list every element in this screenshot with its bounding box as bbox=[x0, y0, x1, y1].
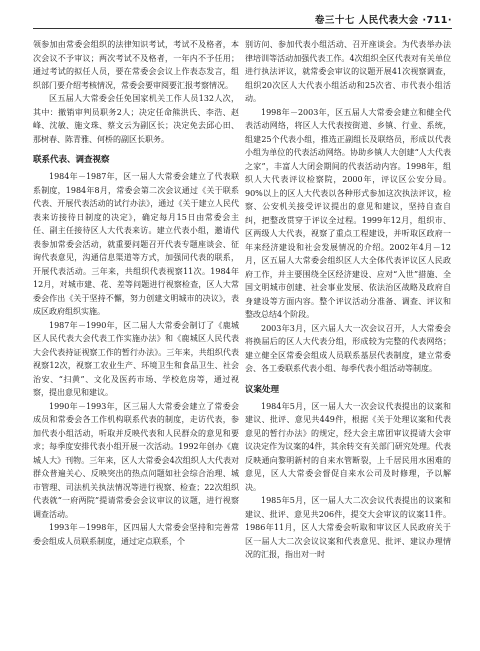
paragraph: 1985年5月，区一届人大二次会议代表提出的议案和建议、批评、意见共206件，提交大会审议的议案11件。1986年11月，区人大常委会听取和审议区人民政府关于区一届人大二次会议议案和代表意见、批评、建议办理情况的汇报，指出对一时 bbox=[245, 496, 451, 559]
left-column bbox=[33, 38, 239, 548]
paragraph: 别访问、参加代表小组活动、召开座谈会。为代表举办法律培训等活动加强代表工作。4次组织全区代表对有关单位进行执法评议，就常委会审议的议题开展41次视察调查，组织20次区人大代表小组活动和25次省、市代表小组活动。 bbox=[245, 40, 451, 103]
section-heading: 联系代表、调查视察 bbox=[33, 155, 110, 165]
paragraph: 领参加由常委会组织的法律知识考试，考试不及格者，本次会议不予审议；两次考试不及格者，一年内不予任用；通过考试的拟任人员，要在常委会会议上作表态发言，组织部门要介绍考核情况，常委会要审阅要汇报考察情况。 bbox=[33, 40, 239, 90]
section-heading: 议案处理 bbox=[245, 384, 280, 395]
paragraph: 1990年－1993年，区三届人大常委会建立了常委会成员和常委会各工作机构联系代表的制度，走访代表，参加代表小组活动，听取并反映代表和人民群众的意见和要求；每季度安排代表小组开展一次活动。1992年创办《鹿城人大》刊物。三年来，区人大常委会4次组织人大代表对群众普遍关心、反映突出的热点问题如社会综合治理、城市管理、司法机关执法情况等进行视察、检查；22次组织代表就“一府两院”提请常委会会议审议的议题，进行视察调查活动。 bbox=[33, 401, 239, 519]
paragraph: 2003年3月，区六届人大一次会议召开，人大常委会将换届后的区人大代表分组，形成较为完整的代表网络；建立健全区常委会组成人员联系基层代表制度，建立常委会、各工委联系代表小组、每季代表小组活动等制度。 bbox=[245, 323, 451, 373]
paragraph: 1998年－2003年，区五届人大常委会建立和健全代表活动网络，将区人大代表按街道、乡镇、行业、系统，组建25个代表小组，推选正副组长及联络员，形成以代表小组为单位的代表活动网络。协助乡镇人大创建“人大代表之家”，丰富人大闭会期间的代表活动内容。1998年，组织人大代表评议检察院，2000年，评议区公安分局。90%以上的区人大代表以各种形式参加这次执法评议，检察、公安机关接受评议提出的意见和建议，坚持自查自纠，把整改贯穿于评议全过程。1999年12月，组织市、区两级人大代表，视察了重点工程建设，并听取区政府一年来经济建设和社会发展情况的介绍。2002年4月－12月，区五届人大常委会组织区人大全体代表评议区人民政府工作，并主要围绕全区经济建设、应对“入世”措施、全国文明城市创建、社会事业发展、依法治区战略及政府自身建设等方面内容。整个评议活动分准备、调查、评议和整改总结4个阶段。 bbox=[245, 107, 451, 319]
header-rule bbox=[33, 28, 452, 29]
paragraph: 1984年5月，区一届人大一次会议代表提出的议案和建议、批评、意见共449件，根据《关于处理议案和代表意见的暂行办法》的规定，经大会主席团审议提请大会审议决定作为议案的4件，其余转交有关部门研究处理。代表反映通向黎明新村的自来水管断裂，上千居民用水困难的意见，区人大常委会督促自来水公司及时修理，予以解决。 bbox=[245, 401, 451, 492]
paragraph: 1993年－1998年，区四届人大常委会坚持和完善常委会组成人员联系制度，通过定点联系，个 bbox=[33, 523, 239, 546]
paragraph: 1984年－1987年，区一届人大常委会建立了代表联系制度，1984年8月，常委会第二次会议通过《关于联系代表、开展代表活动的试行办法》，通过《关于建立人民代表来访接待日制度的决定》，确定每月15日由常委会主任、副主任接待区人大代表来访。建立代表小组，邀请代表参加常委会活动，就重要问题召开代表专题座谈会、征询代表意见，沟通信息渠道等方式，加强同代表的联系，开展代表活动。三年来，共组织代表视察11次。1984年12月，对城市建、花、差等问题进行视察检查，区人大常委会作出《关于坚持不懈，努力创建文明城市的决议》，表成区政府组织实施。 bbox=[33, 172, 239, 316]
right-column bbox=[245, 38, 451, 562]
running-head: 卷三十七 人民代表大会 ·711· bbox=[314, 15, 452, 26]
paragraph: 区五届人大常委会任免国家机关工作人员132人次，其中：撤销审判员职务2人；决定任命熊洪氏、李浩、赵峰、沈敏、施文珠、蔡文云为副区长；决定免去邱心田、那树春、陈青雅、何桥的副区长职务。 bbox=[33, 94, 239, 144]
paragraph: 1987年－1990年，区二届人大常委会制订了《鹿城区人民代表大会代表工作实施办法》和《鹿城区人民代表大会代表持证视察工作的暂行办法》。三年来，共组织代表视察12次，视察工农业生产、环境卫生和食品卫生、社会治安、“扫黄”、文化及医药市场、学校危房等，通过视察，提出意见和建议。 bbox=[33, 320, 239, 397]
